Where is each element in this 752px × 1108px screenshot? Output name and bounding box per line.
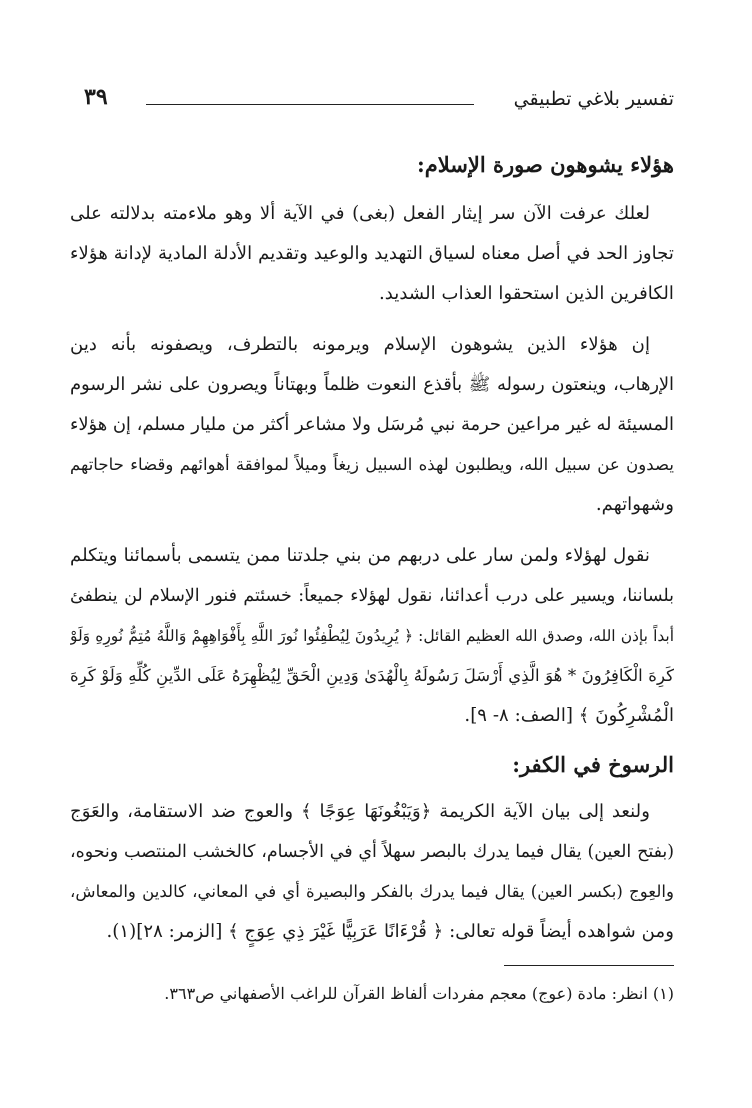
text-line: لعلك عرفت الآن سر إيثار الفعل (بغى) في الآية ألا وهو ملاءمته بدلالته على (70, 203, 650, 224)
running-title: تفسير بلاغي تطبيقي (513, 88, 674, 110)
section-heading-1 (70, 152, 674, 177)
text-line: الإرهاب، وينعتون رسوله ﷺ بأقذع النعوت ظلماً وبهتاناً ويصرون على نشر الرسوم (70, 374, 674, 395)
text-line: تجاوز الحد في أصل معناه لسياق التهديد والوعيد وتقديم الأدلة المادية لإدانة هؤلاء (70, 243, 674, 264)
heading-text: هؤلاء يشوهون صورة الإسلام: (417, 152, 674, 177)
page-number: ٣٩ (84, 84, 108, 110)
text-line: الكافرين الذين استحقوا العذاب الشديد. (378, 283, 674, 304)
footnote: (١) انظر: مادة (عوج) معجم مفردات ألفاظ القرآن للراغب الأصفهاني ص٣٦٣. (164, 984, 674, 1003)
text-line: إن هؤلاء الذين يشوهون الإسلام ويرمونه بالتطرف، ويصفونه بأنه دين (70, 334, 650, 355)
paragraph-4 (70, 792, 674, 952)
text-line: أبداً بإذن الله، وصدق الله العظيم القائل: ﴿ يُرِيدُونَ لِيُطْفِئُوا نُورَ اللَّهِ بِأَفْوَاهِهِمْ وَاللَّهُ مُتِمُّ نُورِهِ وَلَوْ (70, 627, 674, 645)
text-line: يصدون عن سبيل الله، ويطلبون لهذه السبيل زيغاً وميلاً لموافقة أهوائهم وقضاء حاجاتهم (70, 455, 674, 474)
text-line: ومن شواهده أيضاً قوله تعالى: ﴿ قُرْءَانًا عَرَبِيًّا غَيْرَ ذِي عِوَجٍ ﴾ [الزمر: ٢٨](١). (106, 921, 674, 942)
text-line: والعِوج (بكسر العين) يقال فيما يدرك بالفكر والبصيرة أي في المعاني، كالدين والمعاش، (70, 882, 674, 901)
text-line: المسيئة له غير مراعين حرمة نبي مُرسَل ولا مشاعر أكثر من مليار مسلم، إن هؤلاء (70, 414, 674, 435)
footnote-rule (504, 965, 674, 966)
paragraph-2 (70, 325, 674, 525)
text-line: كَرِهَ الْكَافِرُونَ * هُوَ الَّذِي أَرْسَلَ رَسُولَهُ بِالْهُدَىٰ وَدِينِ الْحَقِّ لِيُظْهِرَهُ عَلَى الدِّينِ كُلِّهِ وَلَوْ كَرِهَ (70, 666, 674, 685)
text-line: بلساننا، ويسير على درب أعدائنا، نقول لهؤلاء جميعاً: خسئتم فنور الإسلام لن ينطفئ (70, 586, 674, 606)
text-line: نقول لهؤلاء ولمن سار على دربهم من بني جلدتنا ممن يتسمى بأسمائنا ويتكلم (70, 545, 650, 566)
text-line: ولنعد إلى بيان الآية الكريمة ﴿وَيَبْغُونَهَا عِوَجًا ﴾ والعوج ضد الاستقامة، والعَوَج (70, 801, 650, 822)
paragraph-3 (70, 536, 674, 736)
section-heading-2 (70, 752, 674, 777)
text-line: وشهواتهم. (595, 494, 674, 515)
text-line: الْمُشْرِكُونَ ﴾ [الصف: ٨- ٩]. (464, 705, 674, 726)
text-line: (بفتح العين) يقال فيما يدرك بالبصر سهلاً أي في الأجسام، كالخشب المنتصب ونحوه، (70, 842, 674, 862)
heading-text: الرسوخ في الكفر: (512, 752, 674, 777)
page-header (84, 84, 674, 118)
paragraph-1 (70, 194, 674, 314)
header-rule (146, 104, 474, 105)
